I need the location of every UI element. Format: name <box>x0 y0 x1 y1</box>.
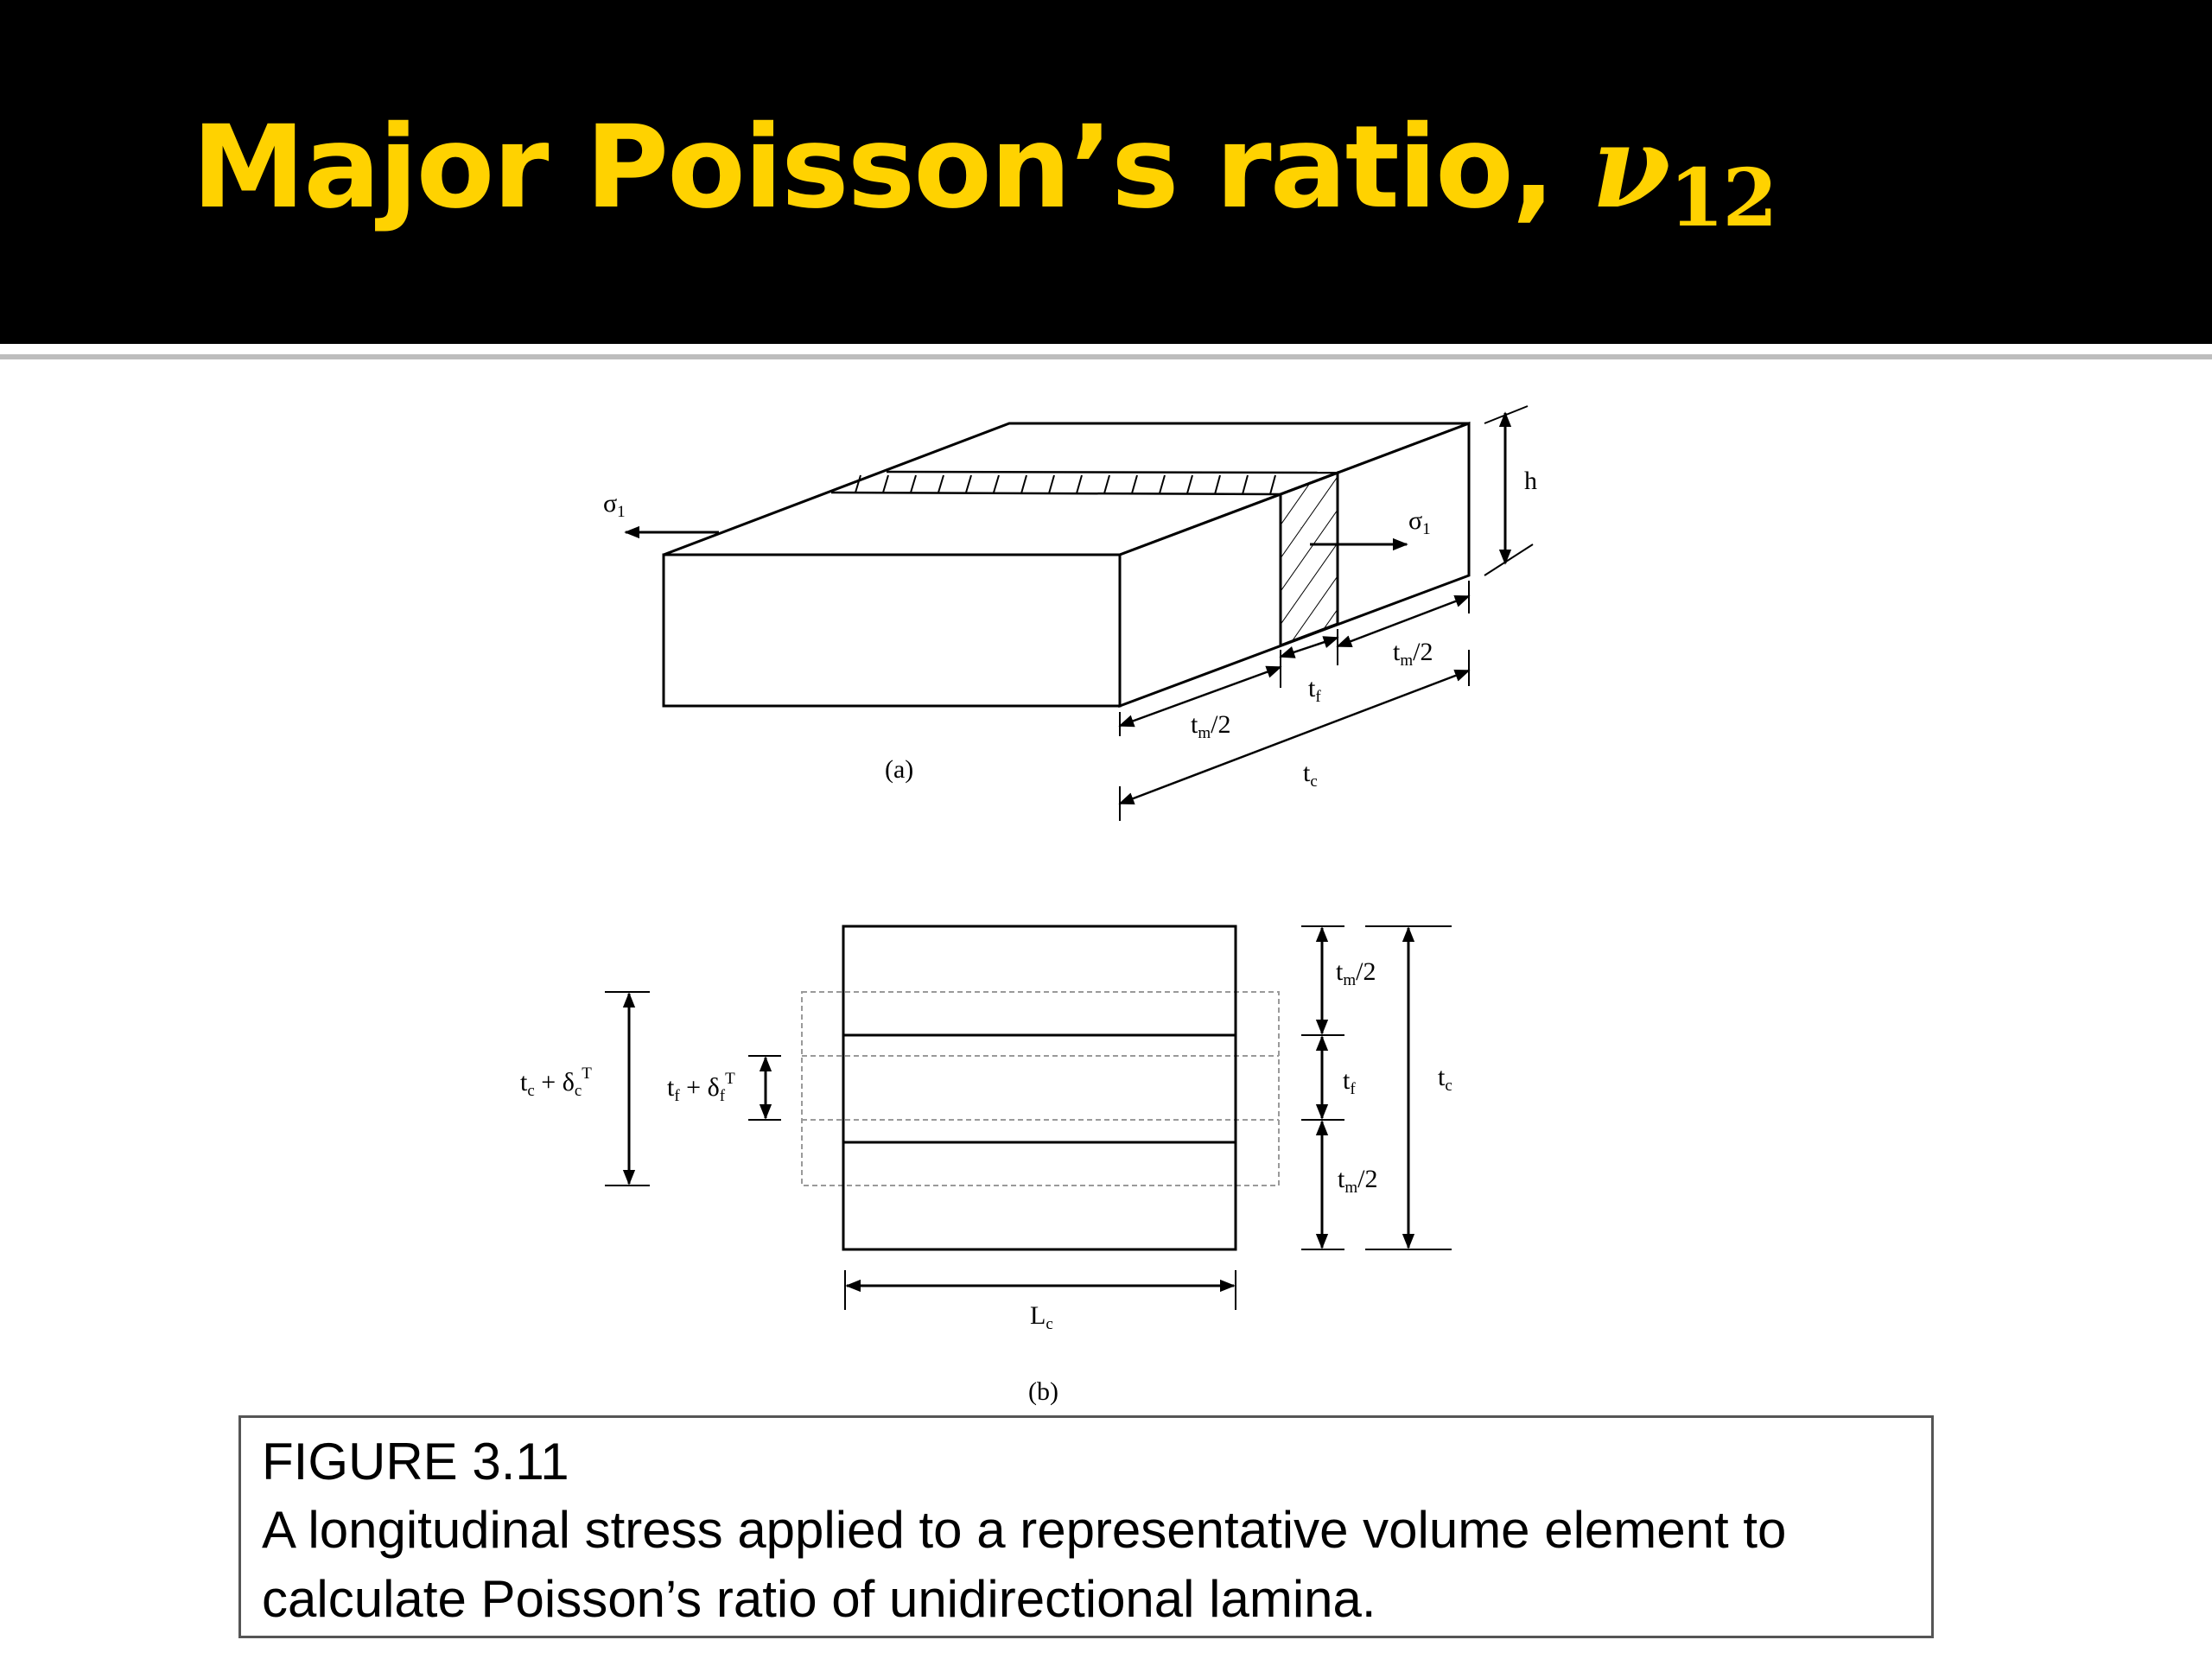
figure-a <box>626 406 1533 821</box>
caption-number: FIGURE 3.11 <box>262 1433 569 1491</box>
tm-half-label-left: $t_m/2$ <box>1191 710 1231 742</box>
tm-half-label-b-top: $t_m/2$ <box>1336 957 1376 989</box>
panel-label-a: (a) <box>885 755 914 784</box>
deformed-outline <box>802 992 1279 1185</box>
tc-delta-label: $t_c + \delta_c^T$ <box>520 1065 592 1100</box>
tm-half-label-right: $t_m/2$ <box>1393 638 1433 670</box>
figure-caption <box>238 1415 1934 1638</box>
tf-label-a: $t_f$ <box>1308 674 1321 706</box>
front-face <box>664 555 1120 706</box>
tm-half-label-b-bottom: $t_m/2$ <box>1338 1165 1378 1197</box>
caption-text: A longitudinal stress applied to a representative volume element to calculate Poisson’s ratio of unidirectional lamina. <box>262 1501 1787 1628</box>
poisson-symbol: ν <box>1591 100 1669 234</box>
original-section <box>843 926 1236 1249</box>
fiber-strip-edge-back <box>887 472 1338 473</box>
figure-b-labels <box>520 957 1452 1406</box>
poisson-subscript: 12 <box>1669 151 1777 245</box>
stress-right-label: $\sigma_1$ <box>1408 506 1431 538</box>
length-label: $L_c$ <box>1030 1301 1053 1333</box>
stress-left-label: $\sigma_1$ <box>603 489 626 521</box>
tc-dimension-a <box>1120 671 1469 804</box>
panel-label-b: (b) <box>1028 1377 1058 1406</box>
height-label: h <box>1524 467 1537 495</box>
figure-b <box>605 926 1452 1310</box>
title-text: Major Poisson’s ratio, <box>192 101 1592 234</box>
tc-label-a: $t_c$ <box>1303 759 1318 791</box>
tf-delta-label: $t_f + \delta_f^T$ <box>667 1070 735 1105</box>
tc-label-b: $t_c$ <box>1438 1063 1452 1095</box>
fiber-section <box>1281 473 1338 645</box>
tf-label-b: $t_f$ <box>1343 1066 1356 1098</box>
